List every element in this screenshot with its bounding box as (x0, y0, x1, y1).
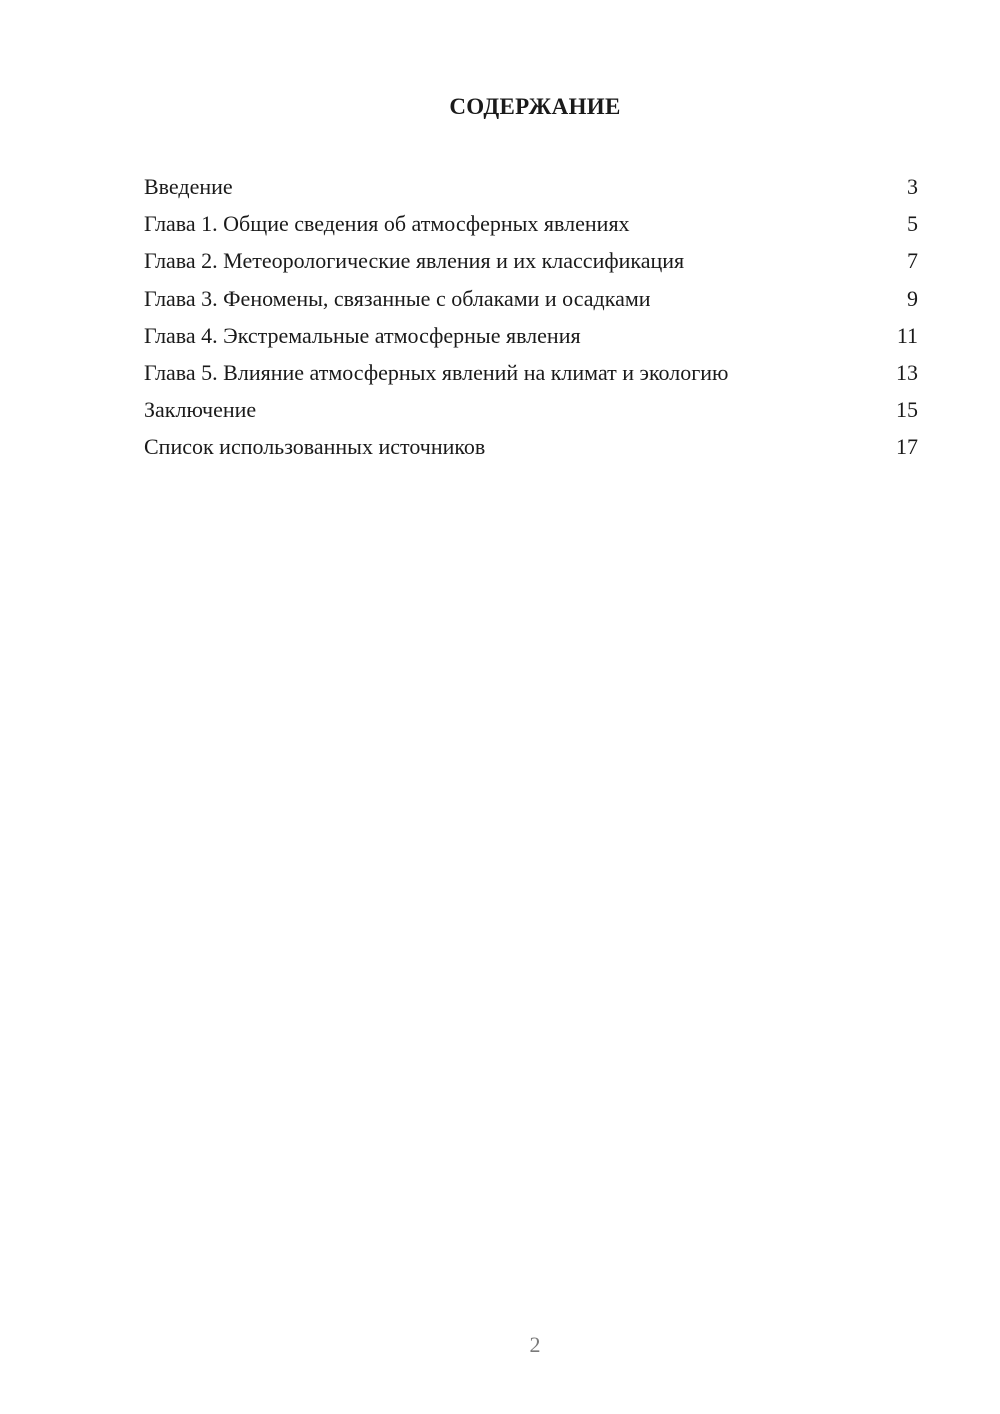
toc-entry-label: Глава 1. Общие сведения об атмосферных явлениях (144, 211, 630, 237)
toc-entry (144, 391, 918, 428)
toc-entry-page: 9 (907, 285, 918, 311)
toc-entry-label: Глава 3. Феномены, связанные с облаками и осадками (144, 285, 651, 311)
toc-entry (144, 168, 918, 205)
toc-entry-page: 15 (896, 397, 918, 423)
page-number: 2 (529, 1332, 541, 1357)
table-of-contents (144, 168, 918, 466)
toc-entry-label: Введение (144, 174, 233, 199)
toc-entry-page: 17 (896, 434, 918, 460)
toc-entry (144, 242, 918, 279)
toc-entry-page: 11 (896, 322, 918, 348)
toc-entry-page: 7 (907, 248, 918, 274)
toc-entry-page: 3 (907, 174, 918, 199)
toc-entry-page: 13 (896, 359, 918, 385)
toc-entry (144, 317, 918, 354)
toc-entry (144, 205, 918, 242)
toc-entry (144, 354, 918, 391)
toc-title: СОДЕРЖАНИЕ (449, 94, 621, 119)
toc-entry-label: Глава 5. Влияние атмосферных явлений на климат и экологию (144, 359, 729, 385)
toc-entry (144, 428, 918, 465)
toc-entry-label: Глава 2. Метеорологические явления и их классификация (144, 248, 685, 274)
toc-entry-label: Заключение (144, 397, 257, 423)
toc-entry-page: 5 (907, 211, 918, 237)
toc-entry-label: Список использованных источников (144, 434, 486, 460)
toc-entry (144, 280, 918, 317)
toc-entry-label: Глава 4. Экстремальные атмосферные явления (144, 322, 581, 348)
